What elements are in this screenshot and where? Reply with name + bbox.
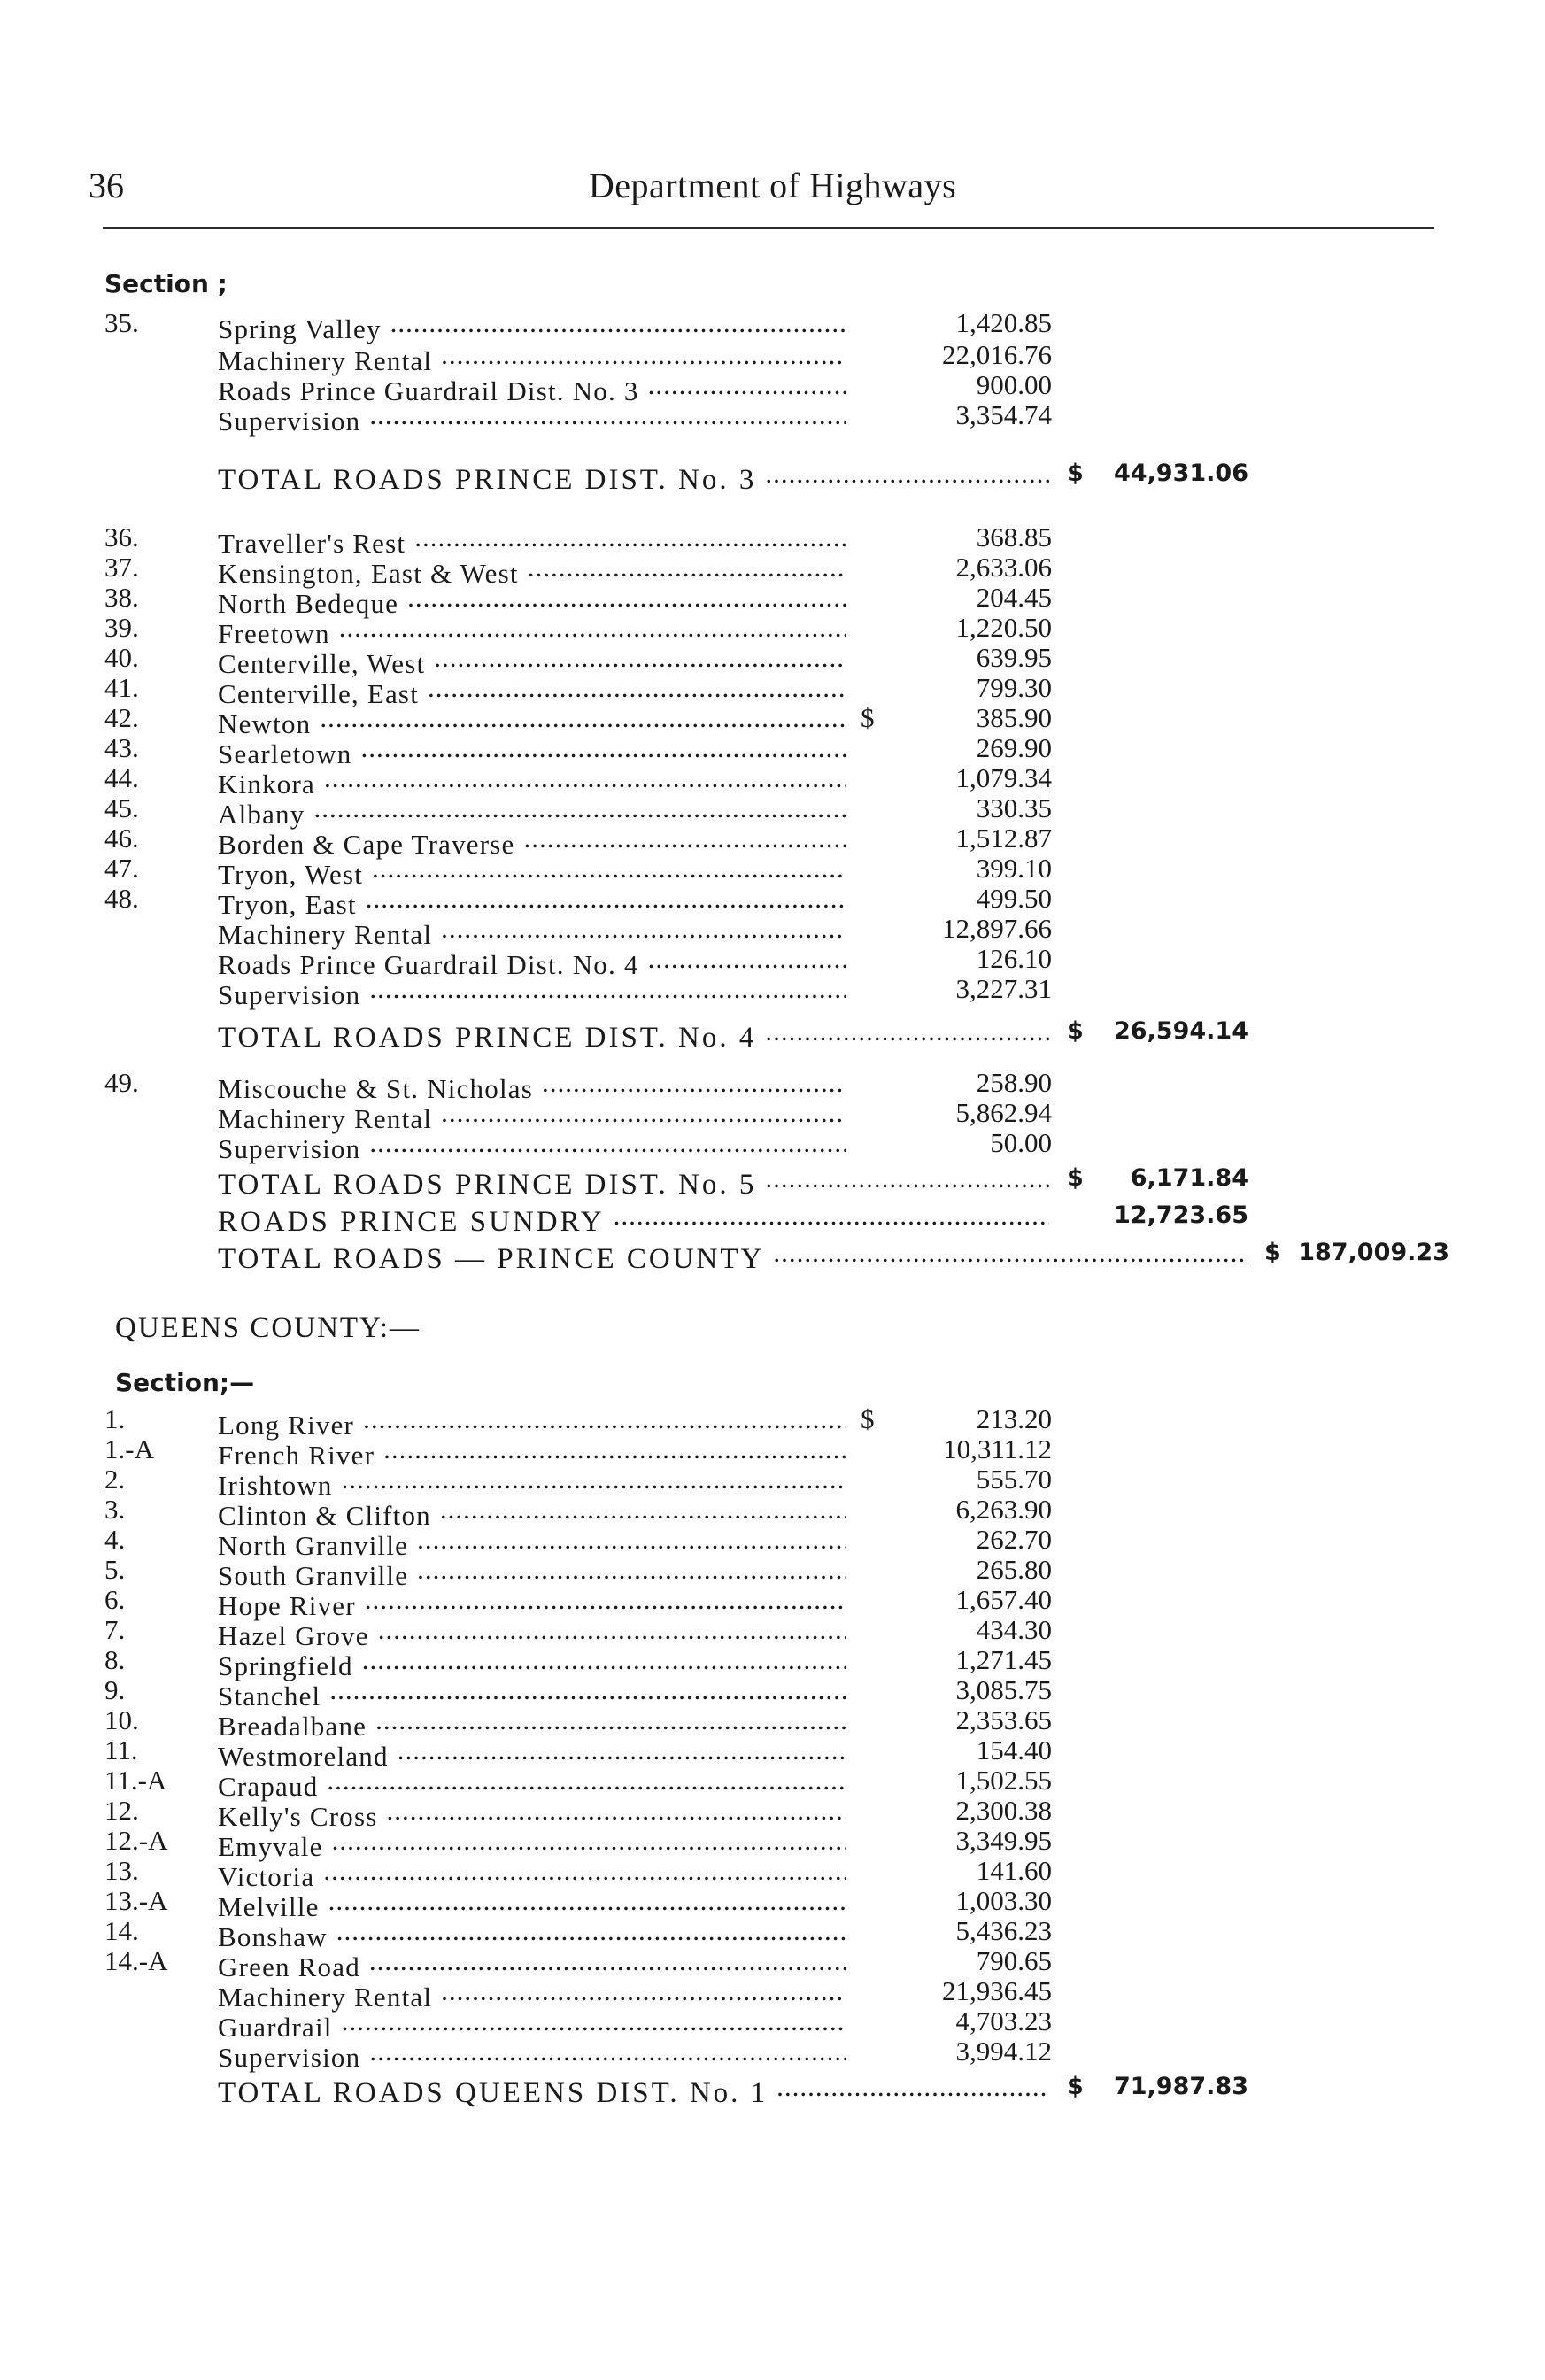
entry-label-text: Supervision <box>218 406 361 437</box>
amount: 434.30 <box>976 1614 1052 1645</box>
amount: 213.20 <box>976 1403 1052 1434</box>
section-number: 13.-A <box>104 1885 168 1916</box>
leader-dots <box>441 914 846 944</box>
amount: 262.70 <box>976 1524 1052 1555</box>
leader-dots <box>441 340 846 370</box>
entry-label-text: Miscouche & St. Nicholas <box>218 1073 533 1104</box>
leader-dots <box>365 1585 846 1615</box>
section-number: 3. <box>104 1494 126 1525</box>
entry-label-text: Springfield <box>218 1650 353 1681</box>
leader-dots <box>648 370 846 400</box>
ledger-row <box>0 1614 1545 1651</box>
leader-dots <box>360 733 846 763</box>
leader-dots <box>372 854 846 884</box>
entry-label-text: ROADS PRINCE SUNDRY <box>218 1206 605 1238</box>
amount: 269.90 <box>976 732 1052 763</box>
amount: 12,897.66 <box>942 913 1052 944</box>
amount: 1,079.34 <box>955 762 1052 793</box>
leader-dots <box>417 1555 846 1585</box>
entry-label-text: Freetown <box>218 618 330 649</box>
leader-dots <box>329 1675 846 1705</box>
section-number: 7. <box>104 1614 126 1645</box>
section-number: 13. <box>104 1855 139 1886</box>
amount: 6,263.90 <box>955 1494 1052 1525</box>
dollar-sign: $ <box>1067 1164 1084 1192</box>
amount: 1,512.87 <box>955 823 1052 854</box>
leader-dots <box>542 1068 846 1098</box>
leader-dots <box>524 823 846 854</box>
ledger-row <box>0 1097 1545 1134</box>
entry-label-text: TOTAL ROADS PRINCE DIST. No. 4 <box>218 1022 757 1054</box>
amount: 1,657.40 <box>955 1584 1052 1615</box>
ledger-row <box>0 1644 1545 1681</box>
amount: 21,936.45 <box>942 1975 1052 2006</box>
leader-dots <box>614 1201 1049 1231</box>
dollar-sign: $ <box>1067 460 1084 487</box>
total-row <box>0 459 1545 496</box>
section-number: 42. <box>104 702 139 733</box>
entry-label-text: Hope River <box>218 1590 356 1621</box>
section-number: 40. <box>104 642 139 673</box>
entry-label-text: Machinery Rental <box>218 345 433 376</box>
entry-label-text: Westmoreland <box>218 1741 389 1772</box>
entry-label-text: Melville <box>218 1891 320 1922</box>
entry-label-text: North Granville <box>218 1530 409 1561</box>
amount: 141.60 <box>976 1855 1052 1886</box>
section-number: 12. <box>104 1795 139 1826</box>
leader-dots <box>336 1916 846 1946</box>
ledger-row <box>0 823 1545 860</box>
entry-label-text: Tryon, East <box>218 889 357 920</box>
amount: 555.70 <box>976 1464 1052 1495</box>
leader-dots <box>776 2072 1049 2102</box>
entry-label-text: Guardrail <box>218 2012 333 2043</box>
amount: 1,220.50 <box>955 612 1052 643</box>
amount: 265.80 <box>976 1554 1052 1585</box>
amount: 385.90 <box>976 702 1052 733</box>
leader-dots <box>390 308 846 338</box>
entry-label <box>218 1016 1049 1053</box>
entry-label-text: TOTAL ROADS QUEENS DIST. No. 1 <box>218 2077 769 2109</box>
entry-label-text: Traveller's Rest <box>218 528 406 559</box>
entry-label-text: Clinton & Clifton <box>218 1500 431 1531</box>
leader-dots <box>369 400 846 430</box>
entry-label-text: Machinery Rental <box>218 1982 433 2013</box>
ledger-row <box>0 1494 1545 1531</box>
amount: 1,502.55 <box>955 1765 1052 1796</box>
district-total: 44,931.06 <box>1113 460 1248 487</box>
ledger-row <box>0 1975 1545 2013</box>
entry-label-text: Bonshaw <box>218 1921 328 1952</box>
ledger-row <box>0 1885 1545 1922</box>
entry-label-text: Spring Valley <box>218 313 382 344</box>
entry-label-text: Centerville, East <box>218 678 420 709</box>
section-number: 45. <box>104 792 139 823</box>
leader-dots <box>369 1128 846 1158</box>
ledger-row <box>0 1915 1545 1952</box>
ledger-row <box>0 642 1545 679</box>
entry-label-text: Supervision <box>218 979 361 1010</box>
leader-dots <box>369 2036 846 2067</box>
section-number: 36. <box>104 522 139 552</box>
amount: 1,271.45 <box>955 1644 1052 1675</box>
entry-label <box>218 459 1049 495</box>
ledger-row <box>0 913 1545 950</box>
section-number: 1. <box>104 1403 126 1434</box>
ledger-row <box>0 1554 1545 1591</box>
district-total: 6,171.84 <box>1130 1164 1248 1192</box>
entry-label-text: Albany <box>218 799 305 830</box>
entry-label <box>218 1201 1049 1237</box>
ledger-row <box>0 1765 1545 1802</box>
leader-dots <box>342 1464 846 1495</box>
section-number: 41. <box>104 672 139 703</box>
amount: 790.65 <box>976 1945 1052 1976</box>
section-number: 46. <box>104 823 139 854</box>
dollar-sign: $ <box>861 702 875 733</box>
section-number: 11. <box>104 1735 138 1766</box>
page-number: 36 <box>89 166 124 205</box>
leader-dots <box>407 583 846 613</box>
leader-dots <box>323 1856 846 1886</box>
ledger-row <box>0 1067 1545 1104</box>
amount: 330.35 <box>976 792 1052 823</box>
entry-label-text: Breadalbane <box>218 1711 367 1742</box>
amount: 2,353.65 <box>955 1704 1052 1735</box>
amount: 399.10 <box>976 853 1052 884</box>
amount: 499.50 <box>976 883 1052 914</box>
entry-label-text: Centerville, West <box>218 648 426 679</box>
amount: 126.10 <box>976 943 1052 974</box>
section-number: 11.-A <box>104 1765 167 1796</box>
entry-label-text: Kensington, East & West <box>218 558 519 589</box>
entry-label <box>218 2036 846 2073</box>
amount: 3,354.74 <box>955 399 1052 430</box>
ledger-row <box>0 369 1545 406</box>
section-number: 1.-A <box>104 1433 154 1464</box>
leader-dots <box>369 1946 846 1976</box>
amount: 3,085.75 <box>955 1674 1052 1705</box>
section-number: 8. <box>104 1644 126 1675</box>
dollar-sign: $ <box>861 1403 875 1434</box>
ledger-row <box>0 1674 1545 1712</box>
total-row <box>0 2072 1545 2109</box>
leader-dots <box>441 1976 846 2006</box>
leader-dots <box>320 703 846 733</box>
entry-label-text: Newton <box>218 708 312 739</box>
ledger-row <box>0 399 1545 437</box>
entry-label <box>218 308 846 344</box>
entry-label <box>218 2072 1049 2108</box>
amount: 5,862.94 <box>955 1097 1052 1128</box>
entry-label-text: Supervision <box>218 2042 361 2073</box>
amount: 50.00 <box>990 1127 1052 1158</box>
ledger-row <box>0 1795 1545 1832</box>
section-number: 4. <box>104 1524 126 1555</box>
leader-dots <box>339 613 846 643</box>
entry-label-text: North Bedeque <box>218 588 399 619</box>
entry-label-text: Stanchel <box>218 1681 321 1712</box>
entry-label-text: Green Road <box>218 1951 360 1982</box>
leader-dots <box>417 1525 846 1555</box>
amount: 204.45 <box>976 582 1052 613</box>
leader-dots <box>366 884 846 914</box>
leader-dots <box>441 1098 846 1128</box>
amount: 10,311.12 <box>943 1433 1052 1464</box>
entry-label-text: Roads Prince Guardrail Dist. No. 4 <box>218 949 639 980</box>
section-number: 39. <box>104 612 139 643</box>
entry-label-text: Machinery Rental <box>218 1103 433 1134</box>
ledger-row <box>0 1403 1545 1441</box>
leader-dots <box>434 643 846 673</box>
total-row <box>0 1163 1545 1201</box>
entry-label-text: Kinkora <box>218 769 315 800</box>
entry-label-text: Victoria <box>218 1861 315 1892</box>
entry-label <box>218 1163 1049 1200</box>
entry-label-text: Supervision <box>218 1133 361 1164</box>
entry-label-text: Kelly's Cross <box>218 1801 378 1832</box>
amount: 4,703.23 <box>955 2005 1052 2036</box>
leader-dots <box>528 552 846 583</box>
amount: 368.85 <box>976 522 1052 552</box>
section-number: 12.-A <box>104 1825 168 1856</box>
leader-dots <box>369 974 846 1004</box>
leader-dots <box>383 1434 846 1464</box>
entry-label-text: Irishtown <box>218 1470 333 1501</box>
ledger-row <box>0 582 1545 619</box>
leader-dots <box>328 1886 846 1916</box>
ledger-row <box>0 612 1545 649</box>
amount: 900.00 <box>976 369 1052 400</box>
leader-dots <box>428 673 846 703</box>
section-number: 35. <box>104 307 139 338</box>
section-label: Section;— <box>115 1368 255 1397</box>
ledger-row <box>0 339 1545 376</box>
entry-label-text: Crapaud <box>218 1771 319 1802</box>
section-label: Section ; <box>104 269 228 298</box>
amount: 3,349.95 <box>955 1825 1052 1856</box>
section-number: 9. <box>104 1674 126 1705</box>
header-rule <box>103 227 1434 229</box>
district-total: 26,594.14 <box>1113 1017 1248 1045</box>
entry-label-text: South Granville <box>218 1560 409 1591</box>
leader-dots <box>324 763 846 793</box>
leader-dots <box>398 1735 846 1766</box>
ledger-row <box>0 853 1545 890</box>
district-total: 12,723.65 <box>1113 1202 1248 1229</box>
county-total: 187,009.23 <box>1298 1239 1449 1266</box>
ledger-row <box>0 2036 1545 2073</box>
section-number: 37. <box>104 552 139 583</box>
amount: 5,436.23 <box>955 1915 1052 1946</box>
leader-dots <box>313 793 846 823</box>
entry-label-text: Roads Prince Guardrail Dist. No. 3 <box>218 375 639 406</box>
amount: 3,994.12 <box>955 2036 1052 2067</box>
total-row <box>0 1201 1545 1238</box>
leader-dots <box>327 1766 846 1796</box>
leader-dots <box>342 2006 846 2036</box>
amount: 22,016.76 <box>942 339 1052 370</box>
ledger-row <box>0 672 1545 709</box>
ledger-row <box>0 1825 1545 1862</box>
section-number: 49. <box>104 1067 139 1098</box>
ledger-row <box>0 1433 1545 1471</box>
entry-label-text: Tryon, West <box>218 859 364 890</box>
dollar-sign: $ <box>1264 1239 1281 1266</box>
ledger-row <box>0 1855 1545 1892</box>
entry-label-text: TOTAL ROADS — PRINCE COUNTY <box>218 1243 765 1275</box>
leader-dots <box>440 1495 846 1525</box>
ledger-row <box>0 792 1545 830</box>
section-number: 47. <box>104 853 139 884</box>
ledger-row <box>0 1464 1545 1501</box>
leader-dots <box>332 1826 846 1856</box>
page-title: Department of Highways <box>588 166 957 205</box>
ledger-row <box>0 522 1545 559</box>
amount: 154.40 <box>976 1735 1052 1766</box>
grand-total-row <box>0 1238 1545 1275</box>
ledger-row <box>0 1945 1545 1982</box>
amount: 258.90 <box>976 1067 1052 1098</box>
ledger-row <box>0 1127 1545 1164</box>
leader-dots <box>765 1163 1049 1194</box>
ledger-row <box>0 943 1545 980</box>
entry-label-text: Hazel Grove <box>218 1620 369 1651</box>
leader-dots <box>648 944 846 974</box>
leader-dots <box>414 522 846 552</box>
entry-label <box>218 1238 1248 1274</box>
section-number: 5. <box>104 1554 126 1585</box>
ledger-row <box>0 883 1545 920</box>
entry-label-text: French River <box>218 1440 375 1471</box>
entry-label <box>218 400 846 437</box>
ledger-row <box>0 2005 1545 2043</box>
section-number: 10. <box>104 1704 139 1735</box>
amount: 639.95 <box>976 642 1052 673</box>
entry-label-text: Machinery Rental <box>218 919 433 950</box>
section-number: 14.-A <box>104 1945 168 1976</box>
leader-dots <box>378 1615 846 1645</box>
entry-label <box>218 974 846 1010</box>
ledger-row <box>0 552 1545 589</box>
total-row <box>0 1016 1545 1054</box>
ledger-row <box>0 732 1545 769</box>
section-number: 2. <box>104 1464 126 1495</box>
ledger-row <box>0 307 1545 344</box>
entry-label-text: Borden & Cape Traverse <box>218 829 515 860</box>
amount: 2,633.06 <box>955 552 1052 583</box>
ledger-row <box>0 973 1545 1010</box>
section-number: 44. <box>104 762 139 793</box>
district-total: 71,987.83 <box>1113 2073 1248 2100</box>
amount: 799.30 <box>976 672 1052 703</box>
leader-dots <box>773 1238 1248 1268</box>
section-number: 14. <box>104 1915 139 1946</box>
dollar-sign: $ <box>1067 1017 1084 1045</box>
entry-label-text: TOTAL ROADS PRINCE DIST. No. 3 <box>218 464 757 496</box>
entry-label-text: Long River <box>218 1410 355 1441</box>
entry-label <box>218 1128 846 1164</box>
amount: 2,300.38 <box>955 1795 1052 1826</box>
entry-label-text: Emyvale <box>218 1831 323 1862</box>
ledger-row <box>0 1584 1545 1621</box>
dollar-sign: $ <box>1067 2073 1084 2100</box>
entry-label-text: Searletown <box>218 738 352 769</box>
section-number: 43. <box>104 732 139 763</box>
leader-dots <box>363 1404 846 1434</box>
section-number: 6. <box>104 1584 126 1615</box>
leader-dots <box>765 459 1049 489</box>
leader-dots <box>375 1705 846 1735</box>
ledger-row <box>0 762 1545 800</box>
ledger-row <box>0 1735 1545 1772</box>
county-heading: QUEENS COUNTY:— <box>115 1312 421 1344</box>
ledger-row <box>0 1704 1545 1742</box>
ledger-row <box>0 1524 1545 1561</box>
entry-label-text: TOTAL ROADS PRINCE DIST. No. 5 <box>218 1169 757 1201</box>
leader-dots <box>362 1645 846 1675</box>
leader-dots <box>765 1016 1049 1047</box>
leader-dots <box>387 1796 846 1826</box>
section-number: 48. <box>104 883 139 914</box>
ledger-row <box>0 702 1545 739</box>
section-number: 38. <box>104 582 139 613</box>
amount: 3,227.31 <box>955 973 1052 1004</box>
amount: 1,003.30 <box>955 1885 1052 1916</box>
amount: 1,420.85 <box>955 307 1052 338</box>
